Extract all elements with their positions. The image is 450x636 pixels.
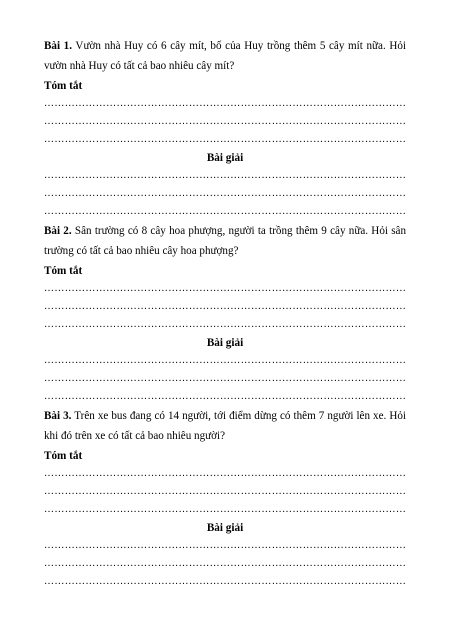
answer-line bbox=[44, 352, 406, 370]
answer-line bbox=[44, 298, 406, 316]
answer-line bbox=[44, 167, 406, 185]
problem-2-summary-heading: Tóm tắt bbox=[44, 265, 83, 277]
worksheet-page bbox=[44, 36, 406, 591]
problem-3-summary-heading: Tóm tắt bbox=[44, 450, 83, 462]
problem-1-statement bbox=[44, 36, 406, 76]
problem-2 bbox=[44, 221, 406, 406]
problem-2-text: Sân trường có 8 cây hoa phượng, người ta trồng thêm 9 cây nữa. Hỏi sân trường có tất cả bao nhiêu cây hoa phượng? bbox=[44, 225, 407, 257]
problem-2-label: Bài 2. bbox=[44, 225, 72, 237]
answer-line bbox=[44, 465, 406, 483]
answer-line bbox=[44, 573, 406, 591]
problem-2-statement bbox=[44, 221, 406, 261]
problem-1-solution-heading: Bài giải bbox=[206, 152, 244, 164]
problem-3-solution-heading: Bài giải bbox=[206, 522, 244, 534]
answer-line bbox=[44, 95, 406, 113]
answer-line bbox=[44, 483, 406, 501]
problem-1 bbox=[44, 36, 406, 221]
problem-1-summary-heading: Tóm tắt bbox=[44, 80, 83, 92]
problem-1-label: Bài 1. bbox=[44, 40, 72, 52]
answer-line bbox=[44, 388, 406, 406]
answer-line bbox=[44, 185, 406, 203]
answer-line bbox=[44, 203, 406, 221]
answer-line bbox=[44, 555, 406, 573]
problem-1-text: Vườn nhà Huy có 6 cây mít, bố của Huy trồng thêm 5 cây mít nữa. Hỏi vườn nhà Huy có tất cả bao nhiêu cây mít? bbox=[44, 40, 406, 72]
answer-line bbox=[44, 113, 406, 131]
problem-3-statement bbox=[44, 406, 406, 446]
problem-3-label: Bài 3. bbox=[44, 410, 72, 422]
answer-line bbox=[44, 131, 406, 149]
problem-2-solution-heading: Bài giải bbox=[206, 337, 244, 349]
answer-line bbox=[44, 501, 406, 519]
answer-line bbox=[44, 537, 406, 555]
problem-3 bbox=[44, 406, 406, 591]
answer-line bbox=[44, 316, 406, 334]
problem-3-text: Trên xe bus đang có 14 người, tới điểm dừng có thêm 7 người lên xe. Hỏi khi đó trên xe có tất cả bao nhiêu người? bbox=[44, 410, 406, 442]
answer-line bbox=[44, 370, 406, 388]
answer-line bbox=[44, 280, 406, 298]
